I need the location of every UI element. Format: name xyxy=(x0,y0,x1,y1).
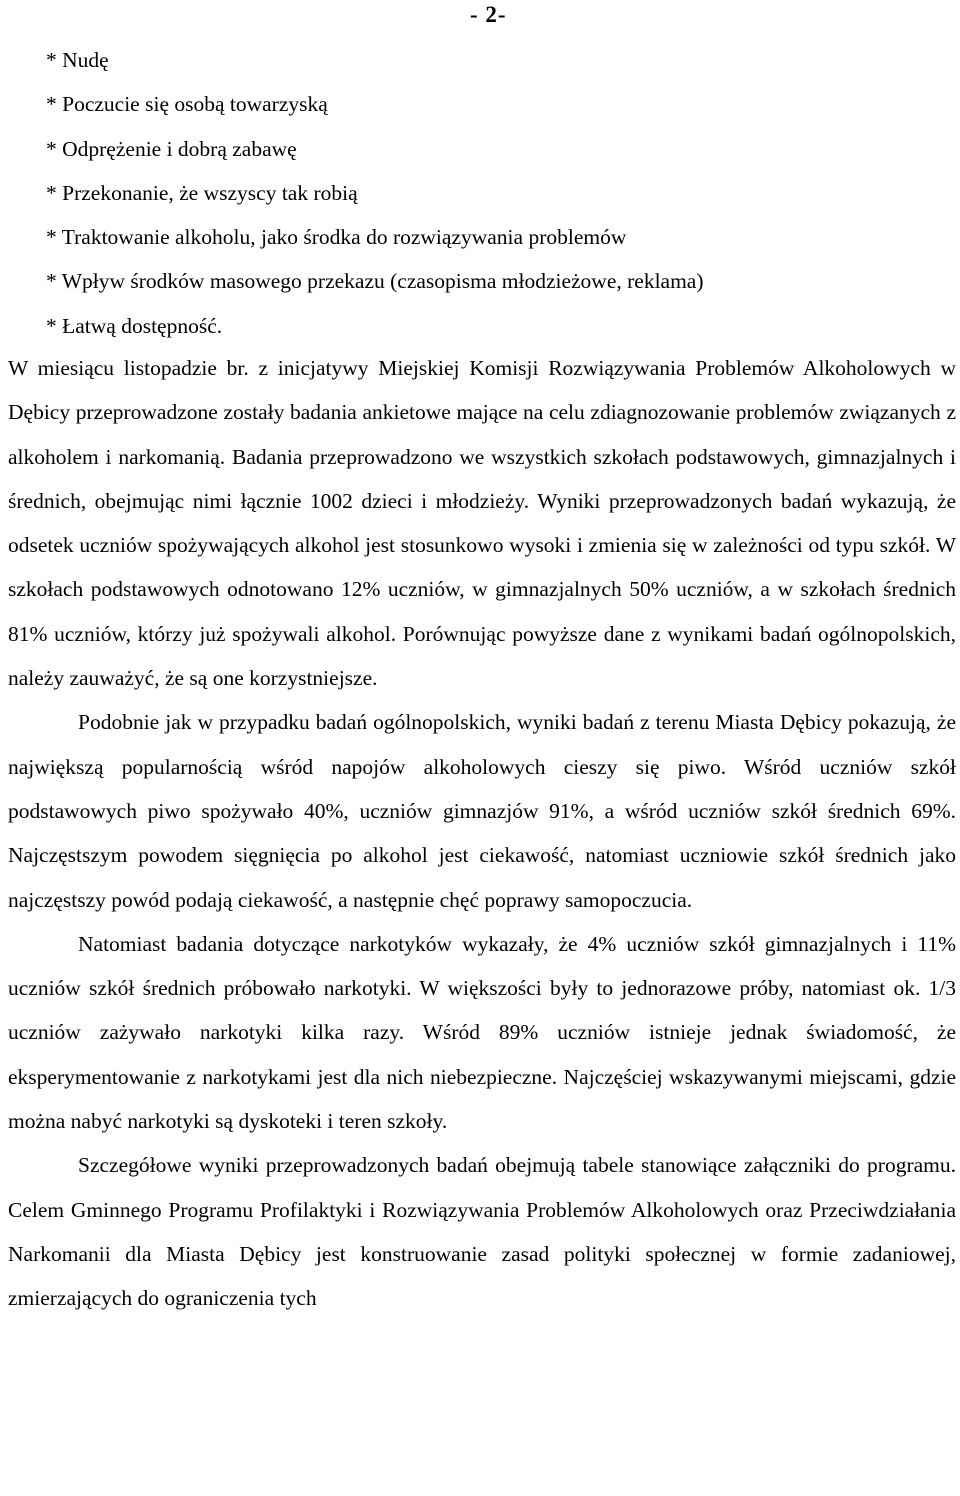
body-text xyxy=(8,346,956,1321)
paragraph-drugs: Natomiast badania dotyczące narkotyków wykazały, że 4% uczniów szkół gimnazjalnych i 11% uczniów szkół średnich próbowało narkotyki. W większości były to jednorazowe próby, natomiast ok. 1/3 uczniów zażywało narkotyki kilka razy. Wśród 89% uczniów istnieje jednak świadomość, że eksperymentowanie z narkotykami jest dla nich niebezpieczne. Najczęściej wskazywanymi miejscami, gdzie można nabyć narkotyki są dyskoteki i teren szkoły. xyxy=(8,931,956,1134)
paragraph-program-goal: Szczegółowe wyniki przeprowadzonych badań obejmują tabele stanowiące załączniki do programu. Celem Gminnego Programu Profilaktyki i Rozwiązywania Problemów Alkoholowych oraz Przeciwdziałania Narkomanii dla Miasta Dębicy jest konstruowanie zasad polityki społecznej w formie zadaniowej, zmierzających do ograniczenia tych xyxy=(8,1153,956,1311)
list-item: * Odprężenie i dobrą zabawę xyxy=(46,136,297,161)
page-number: - 2- xyxy=(470,2,507,27)
list-item: * Poczucie się osobą towarzyską xyxy=(46,92,328,117)
list-item: * Przekonanie, że wszyscy tak robią xyxy=(46,180,358,205)
paragraph-beer-popularity: Podobnie jak w przypadku badań ogólnopolskich, wyniki badań z terenu Miasta Dębicy pokazują, że największą popularnością wśród napojów alkoholowych cieszy się piwo. Wśród uczniów szkół podstawowych piwo spożywało 40%, uczniów gimnazjów 91%, a wśród uczniów szkół średnich 69%. Najczęstszym powodem sięgnięcia po alkohol jest ciekawość, natomiast uczniowie szkół średnich jako najczęstszy powód podają ciekawość, a następnie chęć poprawy samopoczucia. xyxy=(8,710,956,912)
paragraph-survey-intro: W miesiącu listopadzie br. z inicjatywy Miejskiej Komisji Rozwiązywania Problemów Alkoholowych w Dębicy przeprowadzone zostały badania ankietowe mające na celu zdiagnozowanie problemów związanych z alkoholem i narkomanią. Badania przeprowadzono we wszystkich szkołach podstawowych, gimnazjalnych i średnich, obejmując nimi łącznie 1002 dzieci i młodzieży. Wyniki przeprowadzonych badań wykazują, że odsetek uczniów spożywających alkohol jest stosunkowo wysoki i zmienia się w zależności od typu szkół. W szkołach podstawowych odnotowano 12% uczniów, w gimnazjalnych 50% uczniów, a w szkołach średnich 81% uczniów, którzy już spożywali alkohol. Porównując powyższe dane z wynikami badań ogólnopolskich, należy zauważyć, że są one korzystniejsze. xyxy=(8,356,956,691)
reasons-list xyxy=(46,38,704,348)
list-item: * Traktowanie alkoholu, jako środka do rozwiązywania problemów xyxy=(46,225,627,250)
list-item: * Łatwą dostępność. xyxy=(46,313,223,338)
list-item: * Wpływ środków masowego przekazu (czasopisma młodzieżowe, reklama) xyxy=(46,269,704,294)
list-item: * Nudę xyxy=(46,48,109,72)
